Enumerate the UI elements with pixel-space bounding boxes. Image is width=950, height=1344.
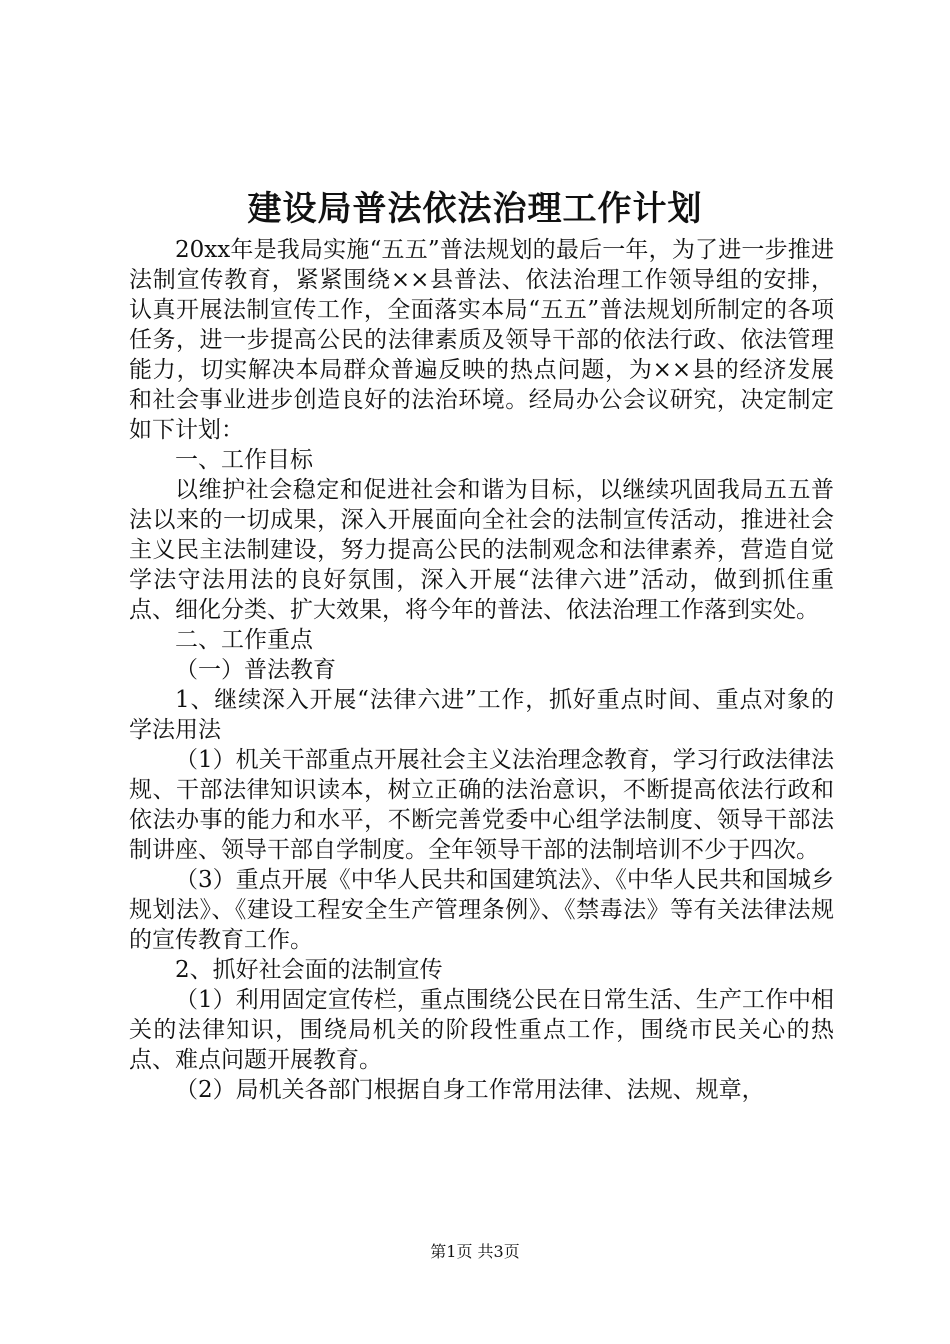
page-footer: 第1页 共3页: [430, 1242, 520, 1261]
item-paragraph-law-publicity: （3）重点开展《中华人民共和国建筑法》、《中华人民共和国城乡规划法》、《建设工程安全生产管理条例》、《禁毒法》等有关法律法规的宣传教育工作。: [129, 867, 834, 953]
document-body: [129, 235, 834, 1105]
section-heading-focus: 二、工作重点: [175, 627, 313, 653]
item-paragraph-cadre-education: （1）机关干部重点开展社会主义法治理念教育，学习行政法律法规、干部法律知识读本，树立正确的法治意识，不断提高依法行政和依法办事的能力和水平，不断完善党委中心组学法制度、领导干部法制讲座、领导干部自学制度。全年领导干部的法制培训不少于四次。: [129, 747, 834, 863]
item-heading-social-publicity: 2、抓好社会面的法制宣传: [175, 957, 443, 983]
item-paragraph-law-six-entries: 1、继续深入开展“法律六进”工作，抓好重点时间、重点对象的学法用法: [129, 687, 834, 743]
document-title: 建设局普法依法治理工作计划: [247, 189, 703, 229]
subsection-heading-legal-education: （一）普法教育: [175, 657, 336, 683]
intro-paragraph: 20xx年是我局实施“五五”普法规划的最后一年，为了进一步推进法制宣传教育，紧紧围绕××县普法、依法治理工作领导组的安排，认真开展法制宣传工作，全面落实本局“五五”普法规划所制定的各项任务，进一步提高公民的法律素质及领导干部的依法行政、依法管理能力，切实解决本局群众普遍反映的热点问题，为××县的经济发展和社会事业进步创造良好的法治环境。经局办公会议研究，决定制定如下计划：: [129, 237, 834, 443]
item-paragraph-departments: （2）局机关各部门根据自身工作常用法律、法规、规章，: [175, 1077, 765, 1103]
item-paragraph-bulletin-board: （1）利用固定宣传栏，重点围绕公民在日常生活、生产工作中相关的法律知识，围绕局机关的阶段性重点工作，围绕市民关心的热点、难点问题开展教育。: [129, 987, 834, 1073]
goals-paragraph: 以维护社会稳定和促进社会和谐为目标，以继续巩固我局五五普法以来的一切成果，深入开展面向全社会的法制宣传活动，推进社会主义民主法制建设，努力提高公民的法制观念和法律素养，营造自觉学法守法用法的良好氛围，深入开展“法律六进”活动，做到抓住重点、细化分类、扩大效果，将今年的普法、依法治理工作落到实处。: [129, 477, 834, 623]
section-heading-goals: 一、工作目标: [175, 447, 313, 473]
